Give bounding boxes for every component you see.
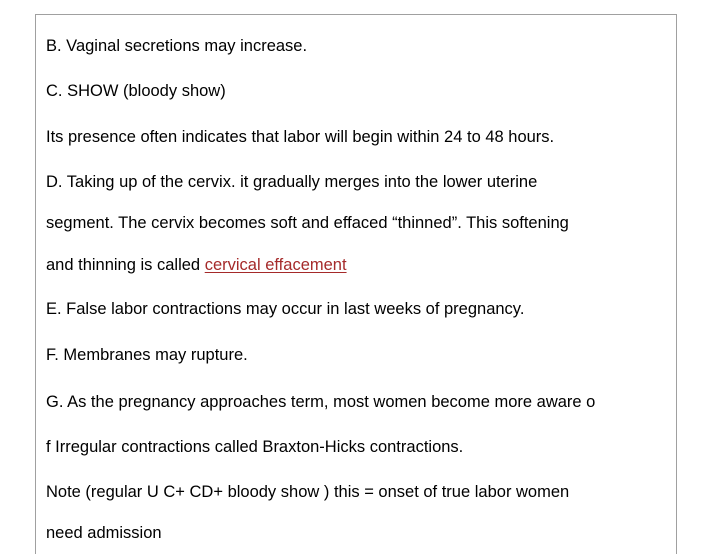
cervical-effacement-term: cervical effacement	[204, 256, 347, 274]
point-d-line2: segment. The cervix becomes soft and effaced “thinned”. This softening	[46, 214, 569, 232]
point-d-line3	[46, 255, 347, 275]
point-g-line1: G. As the pregnancy approaches term, most women become more aware o	[46, 393, 596, 411]
slide-frame	[35, 14, 677, 554]
point-d-line1: D. Taking up of the cervix. it gradually merges into the lower uterine	[46, 173, 538, 191]
point-c-detail: Its presence often indicates that labor will begin within 24 to 48 hours.	[46, 128, 555, 146]
point-c: C. SHOW (bloody show)	[46, 82, 226, 100]
note-line1: Note (regular U C+ CD+ bloody show ) this = onset of true labor women	[46, 483, 570, 501]
point-b: B. Vaginal secretions may increase.	[46, 37, 308, 55]
note-line2: need admission	[46, 524, 162, 542]
point-f: F. Membranes may rupture.	[46, 346, 248, 364]
point-d-line3-text: and thinning is called	[46, 256, 205, 274]
point-e: E. False labor contractions may occur in last weeks of pregnancy.	[46, 300, 525, 318]
point-g-line2: f Irregular contractions called Braxton-Hicks contractions.	[46, 438, 464, 456]
